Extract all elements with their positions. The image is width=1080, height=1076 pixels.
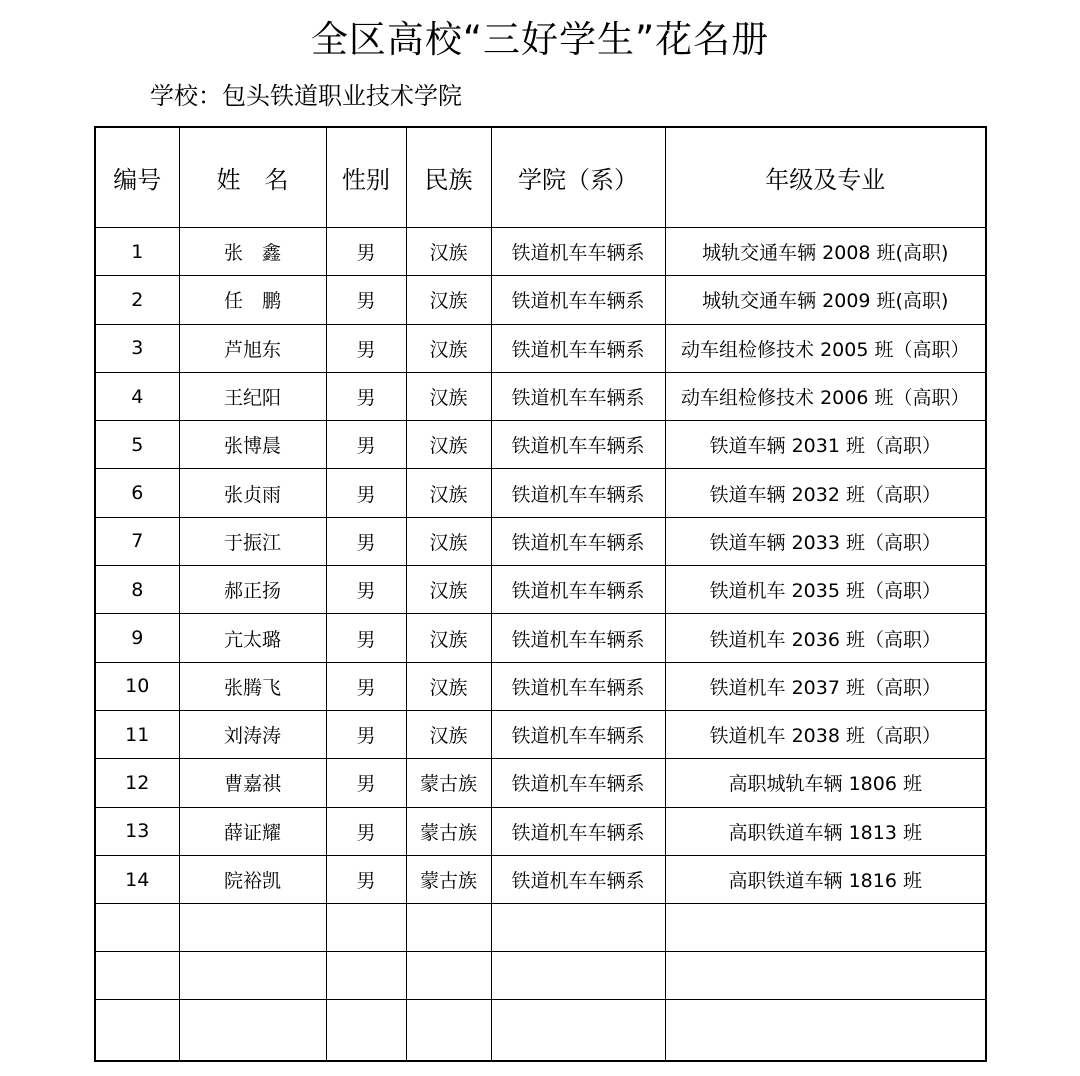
table-row <box>95 276 986 324</box>
cell-department: 铁道机车车辆系 <box>491 662 665 710</box>
roster-table <box>94 126 987 1062</box>
empty-cell <box>95 904 179 952</box>
cell-department: 铁道机车车辆系 <box>491 614 665 662</box>
cell-ethnicity: 汉族 <box>406 228 491 276</box>
cell-department: 铁道机车车辆系 <box>491 228 665 276</box>
cell-number: 2 <box>95 276 179 324</box>
cell-grade-major: 高职铁道车辆 1813 班 <box>665 807 986 855</box>
cell-ethnicity: 汉族 <box>406 517 491 565</box>
cell-ethnicity: 汉族 <box>406 710 491 758</box>
empty-cell <box>406 952 491 1000</box>
table-row <box>95 710 986 758</box>
cell-gender: 男 <box>326 421 406 469</box>
cell-grade-major: 动车组检修技术 2005 班（高职） <box>665 324 986 372</box>
empty-cell <box>491 1000 665 1062</box>
table-row <box>95 566 986 614</box>
cell-gender: 男 <box>326 228 406 276</box>
empty-table-row <box>95 1000 986 1062</box>
empty-cell <box>491 952 665 1000</box>
cell-ethnicity: 汉族 <box>406 324 491 372</box>
cell-name: 郝正扬 <box>179 566 326 614</box>
table-row <box>95 324 986 372</box>
cell-grade-major: 铁道机车 2038 班（高职） <box>665 710 986 758</box>
cell-name: 张贞雨 <box>179 469 326 517</box>
cell-gender: 男 <box>326 324 406 372</box>
empty-cell <box>665 904 986 952</box>
cell-ethnicity: 汉族 <box>406 276 491 324</box>
table-row <box>95 421 986 469</box>
empty-cell <box>406 904 491 952</box>
cell-department: 铁道机车车辆系 <box>491 469 665 517</box>
cell-department: 铁道机车车辆系 <box>491 517 665 565</box>
cell-grade-major: 高职铁道车辆 1816 班 <box>665 855 986 903</box>
school-name-line: 学校：包头铁道职业技术学院 <box>150 82 462 110</box>
cell-grade-major: 铁道车辆 2033 班（高职） <box>665 517 986 565</box>
cell-grade-major: 铁道机车 2035 班（高职） <box>665 566 986 614</box>
header-number: 编号 <box>95 127 179 228</box>
cell-ethnicity: 蒙古族 <box>406 807 491 855</box>
cell-grade-major: 高职城轨车辆 1806 班 <box>665 759 986 807</box>
cell-name: 亢太璐 <box>179 614 326 662</box>
cell-number: 9 <box>95 614 179 662</box>
cell-name: 薛证耀 <box>179 807 326 855</box>
cell-name: 任 鹏 <box>179 276 326 324</box>
cell-grade-major: 城轨交通车辆 2009 班(高职) <box>665 276 986 324</box>
cell-name: 曹嘉祺 <box>179 759 326 807</box>
empty-cell <box>406 1000 491 1062</box>
cell-name: 芦旭东 <box>179 324 326 372</box>
cell-grade-major: 铁道车辆 2031 班（高职） <box>665 421 986 469</box>
cell-gender: 男 <box>326 276 406 324</box>
empty-table-row <box>95 952 986 1000</box>
header-name: 姓 名 <box>179 127 326 228</box>
cell-gender: 男 <box>326 710 406 758</box>
cell-ethnicity: 汉族 <box>406 566 491 614</box>
cell-number: 6 <box>95 469 179 517</box>
table-row <box>95 517 986 565</box>
empty-cell <box>326 1000 406 1062</box>
cell-number: 8 <box>95 566 179 614</box>
cell-department: 铁道机车车辆系 <box>491 566 665 614</box>
empty-cell <box>665 952 986 1000</box>
table-row <box>95 614 986 662</box>
cell-number: 14 <box>95 855 179 903</box>
cell-gender: 男 <box>326 469 406 517</box>
cell-gender: 男 <box>326 614 406 662</box>
header-ethnicity: 民族 <box>406 127 491 228</box>
cell-name: 张 鑫 <box>179 228 326 276</box>
cell-gender: 男 <box>326 662 406 710</box>
cell-number: 3 <box>95 324 179 372</box>
cell-department: 铁道机车车辆系 <box>491 276 665 324</box>
document-title: 全区高校“三好学生”花名册 <box>310 18 770 61</box>
header-grade-major: 年级及专业 <box>665 127 986 228</box>
cell-number: 12 <box>95 759 179 807</box>
table-row <box>95 855 986 903</box>
empty-table-row <box>95 904 986 952</box>
empty-cell <box>491 904 665 952</box>
cell-name: 张腾飞 <box>179 662 326 710</box>
empty-cell <box>179 952 326 1000</box>
header-department: 学院（系） <box>491 127 665 228</box>
cell-number: 7 <box>95 517 179 565</box>
cell-gender: 男 <box>326 855 406 903</box>
cell-ethnicity: 汉族 <box>406 372 491 420</box>
cell-department: 铁道机车车辆系 <box>491 807 665 855</box>
empty-cell <box>326 952 406 1000</box>
table-row <box>95 662 986 710</box>
cell-ethnicity: 汉族 <box>406 614 491 662</box>
empty-cell <box>179 1000 326 1062</box>
cell-name: 于振江 <box>179 517 326 565</box>
cell-name: 院裕凯 <box>179 855 326 903</box>
table-row <box>95 228 986 276</box>
cell-grade-major: 铁道机车 2037 班（高职） <box>665 662 986 710</box>
empty-cell <box>665 1000 986 1062</box>
cell-gender: 男 <box>326 372 406 420</box>
cell-number: 13 <box>95 807 179 855</box>
table-row <box>95 759 986 807</box>
cell-grade-major: 动车组检修技术 2006 班（高职） <box>665 372 986 420</box>
cell-number: 10 <box>95 662 179 710</box>
cell-gender: 男 <box>326 566 406 614</box>
cell-number: 1 <box>95 228 179 276</box>
empty-cell <box>95 952 179 1000</box>
table-row <box>95 469 986 517</box>
cell-department: 铁道机车车辆系 <box>491 710 665 758</box>
cell-gender: 男 <box>326 759 406 807</box>
cell-name: 刘涛涛 <box>179 710 326 758</box>
cell-department: 铁道机车车辆系 <box>491 324 665 372</box>
cell-ethnicity: 蒙古族 <box>406 855 491 903</box>
cell-department: 铁道机车车辆系 <box>491 372 665 420</box>
table-header-row <box>95 127 986 228</box>
empty-cell <box>179 904 326 952</box>
cell-ethnicity: 蒙古族 <box>406 759 491 807</box>
cell-number: 11 <box>95 710 179 758</box>
cell-grade-major: 铁道机车 2036 班（高职） <box>665 614 986 662</box>
cell-name: 张博晨 <box>179 421 326 469</box>
empty-cell <box>95 1000 179 1062</box>
table-row <box>95 807 986 855</box>
cell-department: 铁道机车车辆系 <box>491 421 665 469</box>
table-row <box>95 372 986 420</box>
cell-ethnicity: 汉族 <box>406 469 491 517</box>
cell-gender: 男 <box>326 517 406 565</box>
cell-department: 铁道机车车辆系 <box>491 855 665 903</box>
cell-department: 铁道机车车辆系 <box>491 759 665 807</box>
cell-ethnicity: 汉族 <box>406 662 491 710</box>
cell-number: 4 <box>95 372 179 420</box>
cell-name: 王纪阳 <box>179 372 326 420</box>
cell-number: 5 <box>95 421 179 469</box>
empty-cell <box>326 904 406 952</box>
header-gender: 性别 <box>326 127 406 228</box>
cell-grade-major: 铁道车辆 2032 班（高职） <box>665 469 986 517</box>
cell-gender: 男 <box>326 807 406 855</box>
cell-grade-major: 城轨交通车辆 2008 班(高职) <box>665 228 986 276</box>
cell-ethnicity: 汉族 <box>406 421 491 469</box>
